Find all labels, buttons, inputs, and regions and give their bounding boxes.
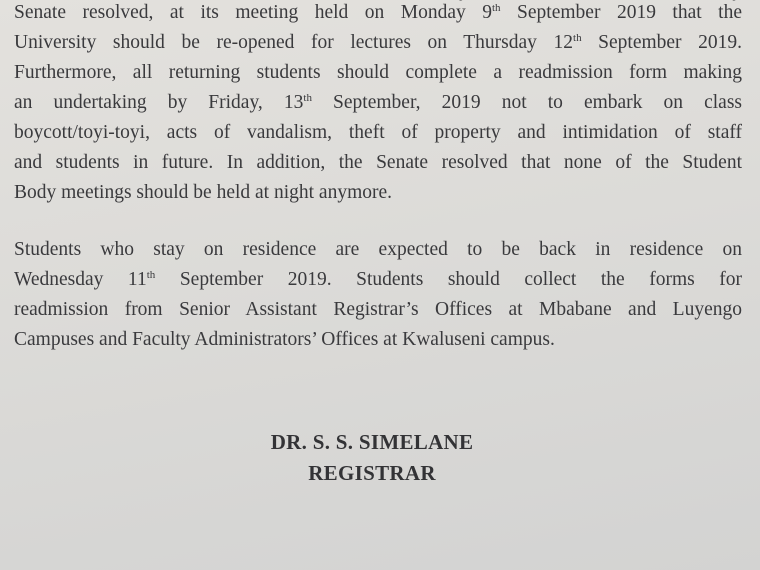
paragraph-line (14, 265, 742, 295)
line-text: an undertaking by Friday, 13 (14, 92, 304, 113)
paragraph-line (14, 28, 742, 58)
ordinal-suffix: th (146, 269, 156, 281)
paragraph-line: boycott/toyi-toyi, acts of vandalism, theft of property and intimidation of staff (14, 122, 742, 143)
paragraph-line (14, 0, 742, 28)
paragraph-line (14, 88, 742, 118)
paragraph-line: Furthermore, all returning students should complete a readmission form making (14, 62, 742, 83)
line-text: September 2019 that the (500, 2, 742, 23)
line-text: September 2019. (581, 32, 743, 53)
line-text: September 2019. Students should collect the forms for (155, 269, 742, 290)
ordinal-suffix: th (573, 32, 582, 44)
line-text: Wednesday 11 (14, 269, 147, 290)
notice-paragraph-residence (14, 235, 742, 355)
paragraph-line: and students in future. In addition, the Senate resolved that none of the Student (14, 152, 742, 173)
line-text: September, 2019 not to embark on class (311, 92, 742, 113)
paragraph-line: Body meetings should be held at night anymore. (14, 182, 393, 203)
paragraph-line: Campuses and Faculty Administrators’ Offices at Kwaluseni campus. (14, 329, 555, 350)
paragraph-line: Students who stay on residence are expected to be back in residence on (14, 239, 742, 260)
notice-paragraph-resolution (14, 0, 742, 208)
ordinal-suffix: th (303, 92, 312, 104)
line-text: University should be re-opened for lectures on Thursday 12 (14, 32, 574, 53)
paragraph-line: readmission from Senior Assistant Registrar’s Offices at Mbabane and Luyengo (14, 299, 742, 320)
signatory-name: DR. S. S. SIMELANE (270, 430, 474, 454)
ordinal-suffix: th (492, 2, 501, 14)
signatory-title: REGISTRAR (308, 461, 436, 485)
line-text: Senate resolved, at its meeting held on Monday 9 (14, 2, 492, 23)
